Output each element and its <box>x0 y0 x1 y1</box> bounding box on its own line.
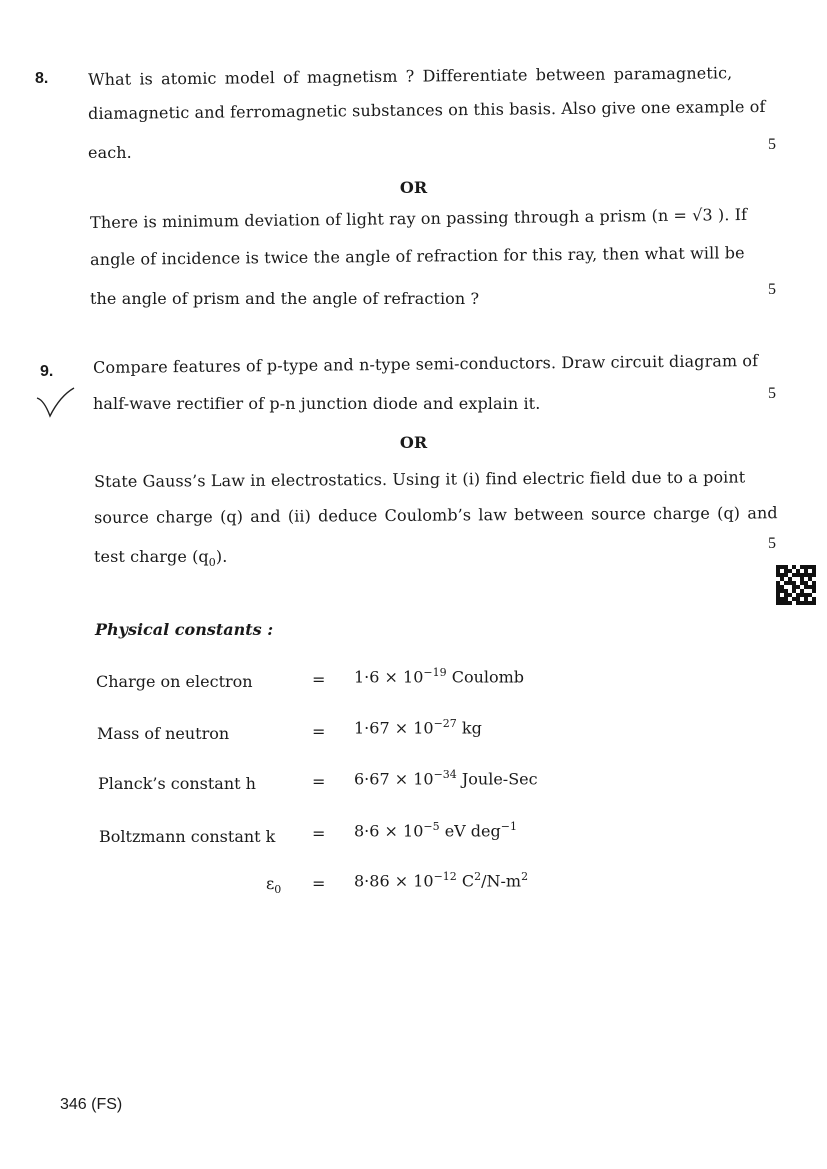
constant-equals-5: = <box>312 874 326 893</box>
q8-alt-line-3: the angle of prism and the angle of refraction ? <box>90 289 480 308</box>
constant-equals-3: = <box>312 772 326 791</box>
checkmark-icon <box>34 386 78 422</box>
value-unit: kg <box>456 718 482 738</box>
unit-exponent-2: 2 <box>521 870 529 883</box>
value-exponent: −12 <box>433 870 457 883</box>
q9-alt-line-2: source charge (q) and (ii) deduce Coulomb’s law between source charge (q) and <box>94 503 778 527</box>
question-number-9: 9. <box>40 363 54 380</box>
constant-label-neutron-mass: Mass of neutron <box>97 724 230 743</box>
value-exponent: −34 <box>433 768 457 781</box>
value-mantissa: 6·67 × 10 <box>354 769 434 789</box>
value-unit-tail: /N-m <box>481 871 522 891</box>
q8-alt-marks: 5 <box>768 281 776 298</box>
constant-equals-4: = <box>312 824 326 843</box>
value-exponent: −19 <box>423 666 447 679</box>
q9-line-2: half-wave rectifier of p-n junction diode and explain it. <box>93 394 541 413</box>
unit-exponent: 2 <box>474 870 482 883</box>
unit-exponent: −1 <box>500 820 517 833</box>
value-mantissa: 8·6 × 10 <box>354 821 424 841</box>
qr-code-icon <box>776 565 816 605</box>
paper-code: 346 (FS) <box>60 1096 123 1113</box>
constant-label-boltzmann: Boltzmann constant k <box>99 827 276 846</box>
value-exponent: −5 <box>423 820 440 833</box>
q8-alt-line-1: There is minimum deviation of light ray on passing through a prism (n = √3 ). If <box>90 204 748 232</box>
epsilon-subscript: 0 <box>274 883 282 897</box>
q9-marks: 5 <box>768 385 776 402</box>
value-unit: Coulomb <box>446 667 525 687</box>
q8-marks: 5 <box>768 136 776 153</box>
value-exponent: −27 <box>433 717 457 730</box>
constant-value-permittivity <box>354 870 528 890</box>
q9-line-1: Compare features of p-type and n-type semi-conductors. Draw circuit diagram of <box>93 351 759 377</box>
value-unit: Joule-Sec <box>456 769 538 789</box>
constant-value-planck <box>354 768 538 788</box>
constant-value-electron-charge <box>354 666 524 686</box>
q8-alt-line-2: angle of incidence is twice the angle of refraction for this ray, then what will be <box>90 243 745 269</box>
constant-label-permittivity <box>266 874 281 896</box>
q9-alt-line-3-tail: ). <box>215 547 228 566</box>
value-unit: eV deg <box>439 821 501 841</box>
constant-equals-2: = <box>312 722 326 741</box>
constant-value-neutron-mass <box>354 717 482 737</box>
constants-heading: Physical constants : <box>95 620 274 639</box>
q9-alt-line-3-text: test charge (q <box>94 547 209 566</box>
constant-value-boltzmann <box>354 820 517 840</box>
q9-alt-line-1: State Gauss’s Law in electrostatics. Using it (i) find electric field due to a point <box>94 467 746 491</box>
q8-line-1: What is atomic model of magnetism ? Differentiate between paramagnetic, <box>88 63 733 89</box>
q9-alt-line-3 <box>94 547 227 569</box>
q9-alt-line-3-subscript: 0 <box>208 556 216 570</box>
value-mantissa: 1·6 × 10 <box>354 667 424 687</box>
constant-equals-1: = <box>312 670 326 689</box>
epsilon-symbol: ε <box>266 874 275 893</box>
value-unit: C <box>456 871 475 891</box>
value-mantissa: 8·86 × 10 <box>354 871 434 891</box>
q8-or-label: OR <box>399 178 428 197</box>
value-mantissa: 1·67 × 10 <box>354 718 434 738</box>
constant-label-planck: Planck’s constant h <box>98 774 256 793</box>
q9-alt-marks: 5 <box>768 535 776 552</box>
constant-label-electron-charge: Charge on electron <box>96 672 253 691</box>
question-number-8: 8. <box>35 70 49 87</box>
q8-line-3: each. <box>88 143 132 162</box>
q9-or-label: OR <box>399 433 428 452</box>
q8-line-2: diamagnetic and ferromagnetic substances on this basis. Also give one example of <box>88 96 766 123</box>
